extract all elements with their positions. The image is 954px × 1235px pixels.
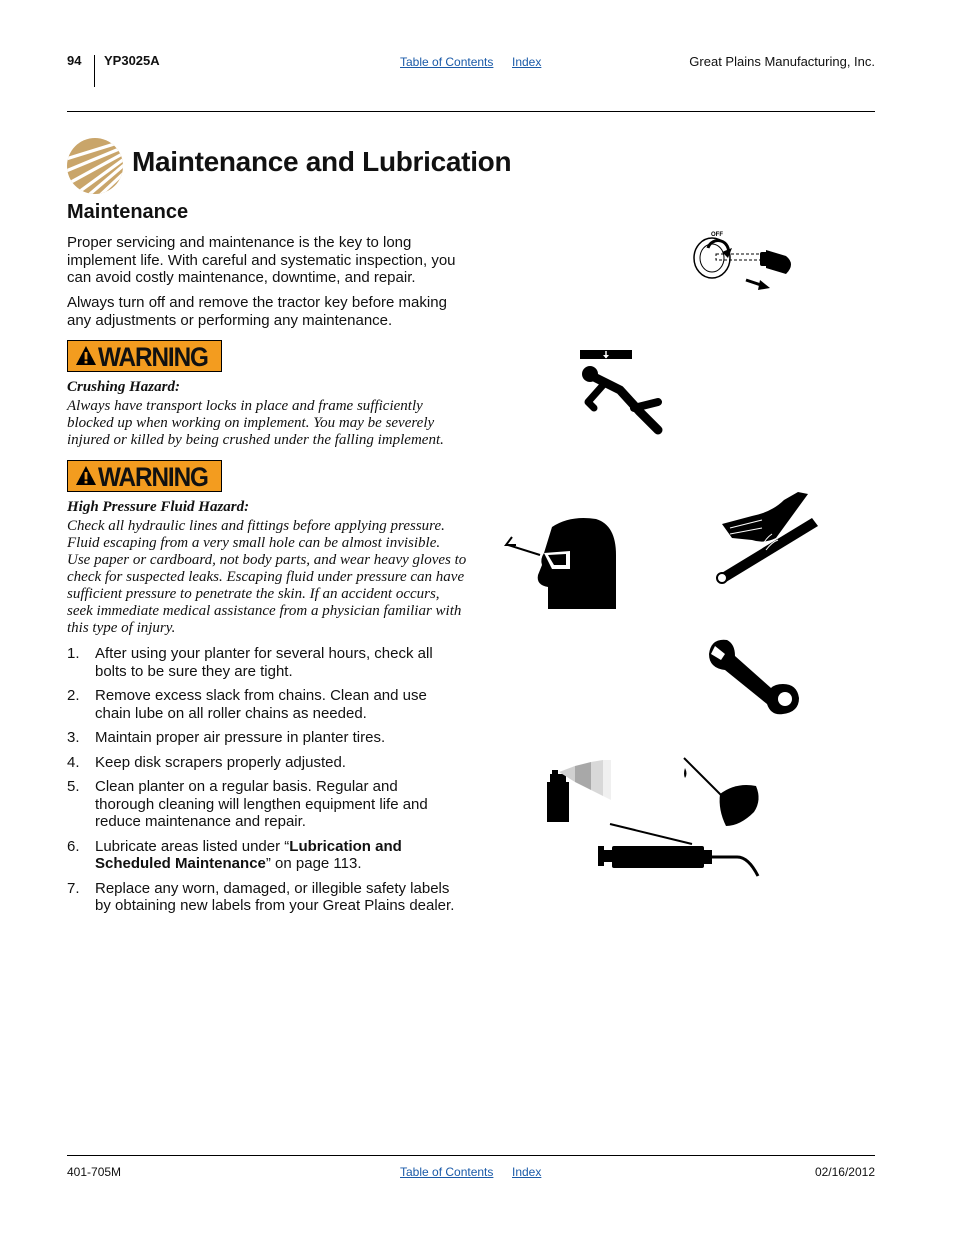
list-item: 2. Remove excess slack from chains. Clean and use chain lube on all roller chains as needed. [67,687,427,722]
list-item: 1. After using your planter for several hours, check all bolts to be sure they are tight. [67,645,433,680]
list-item: 3. Maintain proper air pressure in planter tires. [67,729,386,746]
wrench-icon [705,636,805,718]
list-item: 7. Replace any worn, damaged, or illegible safety labels by obtaining new labels from your Great Plains dealer. [67,879,455,914]
grease-gun-icon [596,820,762,882]
index-link-bottom[interactable]: Index [512,1165,542,1179]
revision-date: 02/16/2012 [814,1165,875,1179]
doc-number: 401-705M [67,1165,122,1179]
section-heading: Maintenance [67,201,189,223]
fluid-hazard-title: High Pressure Fluid Hazard: [67,499,250,515]
toc-link-bottom[interactable]: Table of Contents [400,1165,494,1179]
high-pressure-fluid-icon [712,490,827,585]
footer-rule [67,1155,875,1156]
warning-triangle-icon [75,465,97,487]
company-name: Great Plains Manufacturing, Inc. [689,54,875,69]
warning-word: WARNING [98,342,208,372]
key-removal-icon [690,226,800,296]
key-paragraph: Always turn off and remove the tractor key before making any adjustments or performing any maintenance. [67,294,447,329]
page-number: 94 [67,53,82,68]
index-link-top[interactable]: Index [512,55,542,69]
off-label: OFF [711,232,723,238]
safety-glasses-icon [500,515,620,615]
header-divider [94,55,95,87]
maintenance-steps [67,645,457,922]
list-item: 6. Lubricate areas listed under “Lubrication and Scheduled Maintenance” on page 113. [67,837,402,872]
page-title: Maintenance and Lubrication [132,146,512,177]
cross-reference: Lubrication and Scheduled Maintenance [95,837,402,872]
warning-label-fluid [67,460,222,492]
header-rule [67,111,875,112]
warning-triangle-icon [75,345,97,367]
crushing-hazard-title: Crushing Hazard: [67,379,180,395]
crushing-hazard-text: Always have transport locks in place and frame sufficiently blocked up when working on implement. You may be severely injured or killed by being crushed under the falling implement. [67,398,444,448]
list-item: 5. Clean planter on a regular basis. Regular and thorough cleaning will lengthen equipment life and reduce maintenance and repair. [67,778,428,830]
spray-can-icon [545,760,613,824]
fluid-hazard-text: Check all hydraulic lines and fittings before applying pressure. Fluid escaping from a very small hole can be almost invisible. Use paper or cardboard, not body parts, and wear heavy gloves to check for suspected leaks. Escaping fluid under pressure can have sufficient pressure to penetrate the skin. If an accident occurs, seek immediate medical assistance from a physician familiar with this type of injury. [67,518,467,636]
warning-word: WARNING [98,462,208,492]
list-item: 4. Keep disk scrapers properly adjusted. [67,753,346,771]
warning-label-crushing [67,340,222,372]
oil-can-icon [680,756,762,828]
intro-paragraph: Proper servicing and maintenance is the key to long implement life. With careful and systematic inspection, you can avoid costly maintenance, downtime, and repair. [67,234,456,286]
toc-link-top[interactable]: Table of Contents [400,55,494,69]
crushing-hazard-icon [578,350,668,440]
great-plains-logo-icon [66,137,124,195]
model-number: YP3025A [104,53,160,68]
